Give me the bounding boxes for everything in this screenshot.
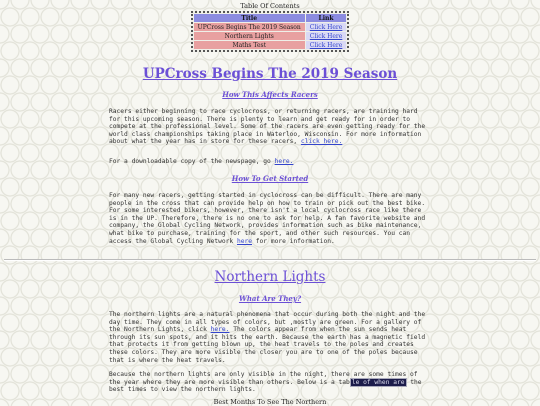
- toc-row-title: Maths Test: [194, 41, 305, 49]
- best-months-caption: Best Months To See The Northern: [213, 398, 327, 406]
- section-divider: [4, 259, 536, 261]
- article2-paragraph-1: The northern lights are a natural phenomena that occur during both the night and the day time. They come in all types of colors, but ,mostly are green. For a gallery of the Northern Lights, click here. The colors appear from when the sun sends heat through its sun spots, and it hits the earth. Because the earth has a magnetic field that protects it from getting blown up, the heat travels to the poles and creates these colors. They are more visible the closer you are to one of the poles because that is where the heat travels.: [109, 311, 426, 364]
- toc-header-title: Title: [194, 14, 305, 22]
- article1-subheading-started: How To Get Started: [231, 174, 309, 183]
- toc-row-link[interactable]: Click Here: [309, 41, 343, 49]
- gcn-link[interactable]: here: [236, 237, 253, 245]
- toc-table: [191, 11, 350, 52]
- gallery-link[interactable]: here.: [210, 326, 230, 334]
- article1-paragraph-2: For a downloadable copy of the newspage, go here.: [109, 158, 294, 165]
- toc-caption: Table Of Contents: [240, 2, 300, 10]
- article1-paragraph-1: Racers either beginning to race cyclocross, or returning racers, are training hard for this upcoming season. There is plenty to learn and get ready for in order to compete at the professional level. Some of the racers are even getting ready for the world class championships taking place in Waterloo, Wisconsin. For more information about what the year has in store for these racers, click here.: [109, 108, 426, 146]
- article2-title: Northern Lights: [214, 269, 326, 285]
- toc-row: [194, 41, 347, 49]
- toc-header-link: Link: [306, 14, 347, 22]
- toc-row: [194, 32, 347, 40]
- selected-text: le of when are: [351, 378, 405, 386]
- toc-header-row: [194, 14, 347, 22]
- toc-row-link[interactable]: Click Here: [309, 23, 343, 31]
- article2-subheading: What Are They?: [238, 294, 302, 303]
- click-here-link[interactable]: click here.: [300, 138, 343, 146]
- toc-row-title: UPCross Begins The 2019 Season: [194, 23, 305, 31]
- article1-paragraph-3: For many new racers, getting started in cyclocross can be difficult. There are many people in the cross that can provide help on how to train or pick out the best bike. For some interested bikers, however, there isn't a local cyclocross race like there is in the UP. Therefore, there is no one to ask for help. A fan favorite website and company, the Global Cycling Network, provides information such as bike maintenance, what bike to purchase, training for the sport, and other such resources. You can access the Global Cycling Network here for more information.: [109, 192, 426, 245]
- table-of-contents: [0, 2, 540, 52]
- toc-row: [194, 23, 347, 31]
- article1-title: UPCross Begins The 2019 Season: [142, 66, 398, 82]
- newspage-download-link[interactable]: here.: [274, 158, 294, 165]
- article2-paragraph-2: Because the northern lights are only visible in the night, there are some times of the year where they are more visible than others. Below is a tab le of when are the best times to view the northern lights.: [109, 371, 422, 394]
- toc-row-title: Northern Lights: [194, 32, 305, 40]
- toc-row-link[interactable]: Click Here: [309, 32, 343, 40]
- article1-subheading-racers: How This Affects Racers: [222, 90, 318, 99]
